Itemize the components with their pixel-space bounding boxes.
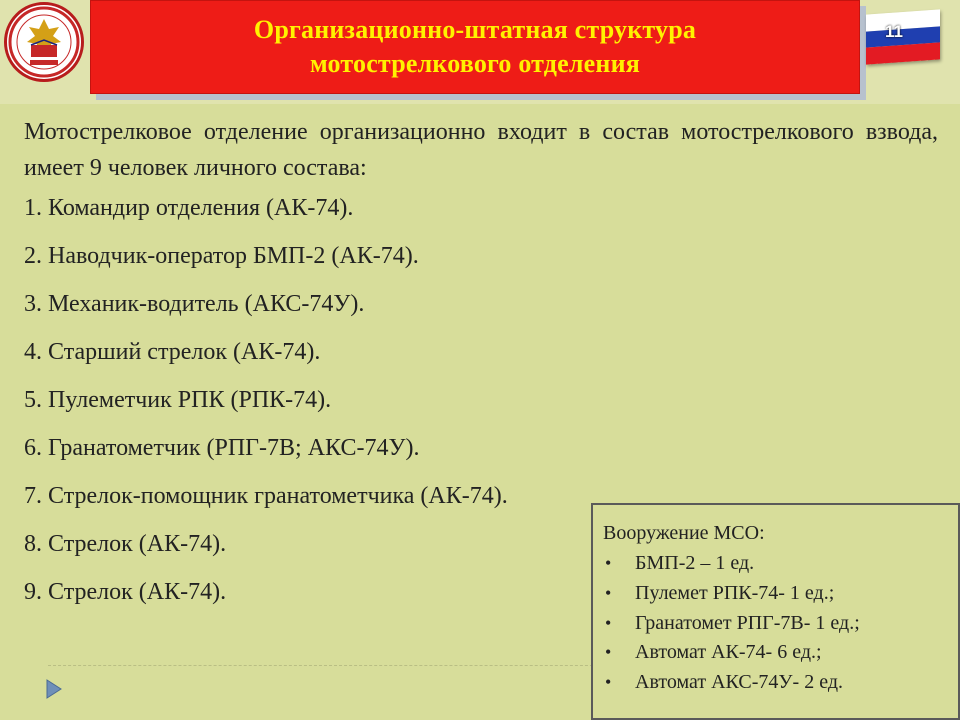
weapons-item-text: Автомат АК-74- 6 ед.; — [635, 641, 822, 664]
slide-title-box — [90, 0, 860, 94]
weapons-title: Вооружение МСО: — [603, 522, 765, 544]
intro-paragraph: Мотострелковое отделение организационно входит в состав мотострелкового взвода, имеет 9 человек личного состава: — [24, 119, 938, 181]
weapons-item — [603, 549, 950, 579]
weapons-item — [603, 579, 950, 609]
list-item: 4. Старший стрелок (АК-74). — [24, 339, 321, 365]
weapons-item-text: Пулемет РПК-74- 1 ед.; — [635, 581, 835, 604]
list-item: 9. Стрелок (АК-74). — [24, 579, 227, 605]
next-arrow-icon[interactable] — [44, 678, 64, 700]
bullet-icon: • — [605, 672, 612, 693]
list-item: 7. Стрелок-помощник гранатометчика (АК-74). — [24, 483, 508, 509]
slide-number: 11 — [885, 22, 903, 41]
list-item: 3. Механик-водитель (АКС-74У). — [24, 291, 365, 317]
list-item: 1. Командир отделения (АК-74). — [24, 195, 354, 221]
list-item: 8. Стрелок (АК-74). — [24, 531, 227, 557]
weapons-item-text: Гранатомет РПГ-7В- 1 ед.; — [635, 611, 860, 634]
weapons-item — [603, 668, 950, 698]
weapons-item — [603, 638, 950, 668]
list-item: 6. Гранатометчик (РПГ-7В; АКС-74У). — [24, 435, 420, 461]
weapons-box — [591, 503, 960, 720]
slide-title-line-1: Организационно-штатная структура — [253, 15, 697, 44]
slide-title-line-2: мотострелкового отделения — [309, 49, 641, 78]
academy-emblem-icon — [4, 2, 84, 82]
list-item: 5. Пулеметчик РПК (РПК-74). — [24, 387, 332, 413]
weapons-item-text: БМП-2 – 1 ед. — [635, 552, 755, 574]
weapons-item-text: Автомат АКС-74У- 2 ед. — [635, 671, 843, 694]
bullet-icon: • — [605, 553, 612, 573]
list-item: 2. Наводчик-оператор БМП-2 (АК-74). — [24, 243, 419, 269]
bullet-icon: • — [605, 582, 612, 603]
weapons-item — [603, 609, 950, 639]
footer-divider — [48, 665, 608, 666]
bullet-icon: • — [605, 642, 612, 663]
bullet-icon: • — [605, 612, 612, 633]
